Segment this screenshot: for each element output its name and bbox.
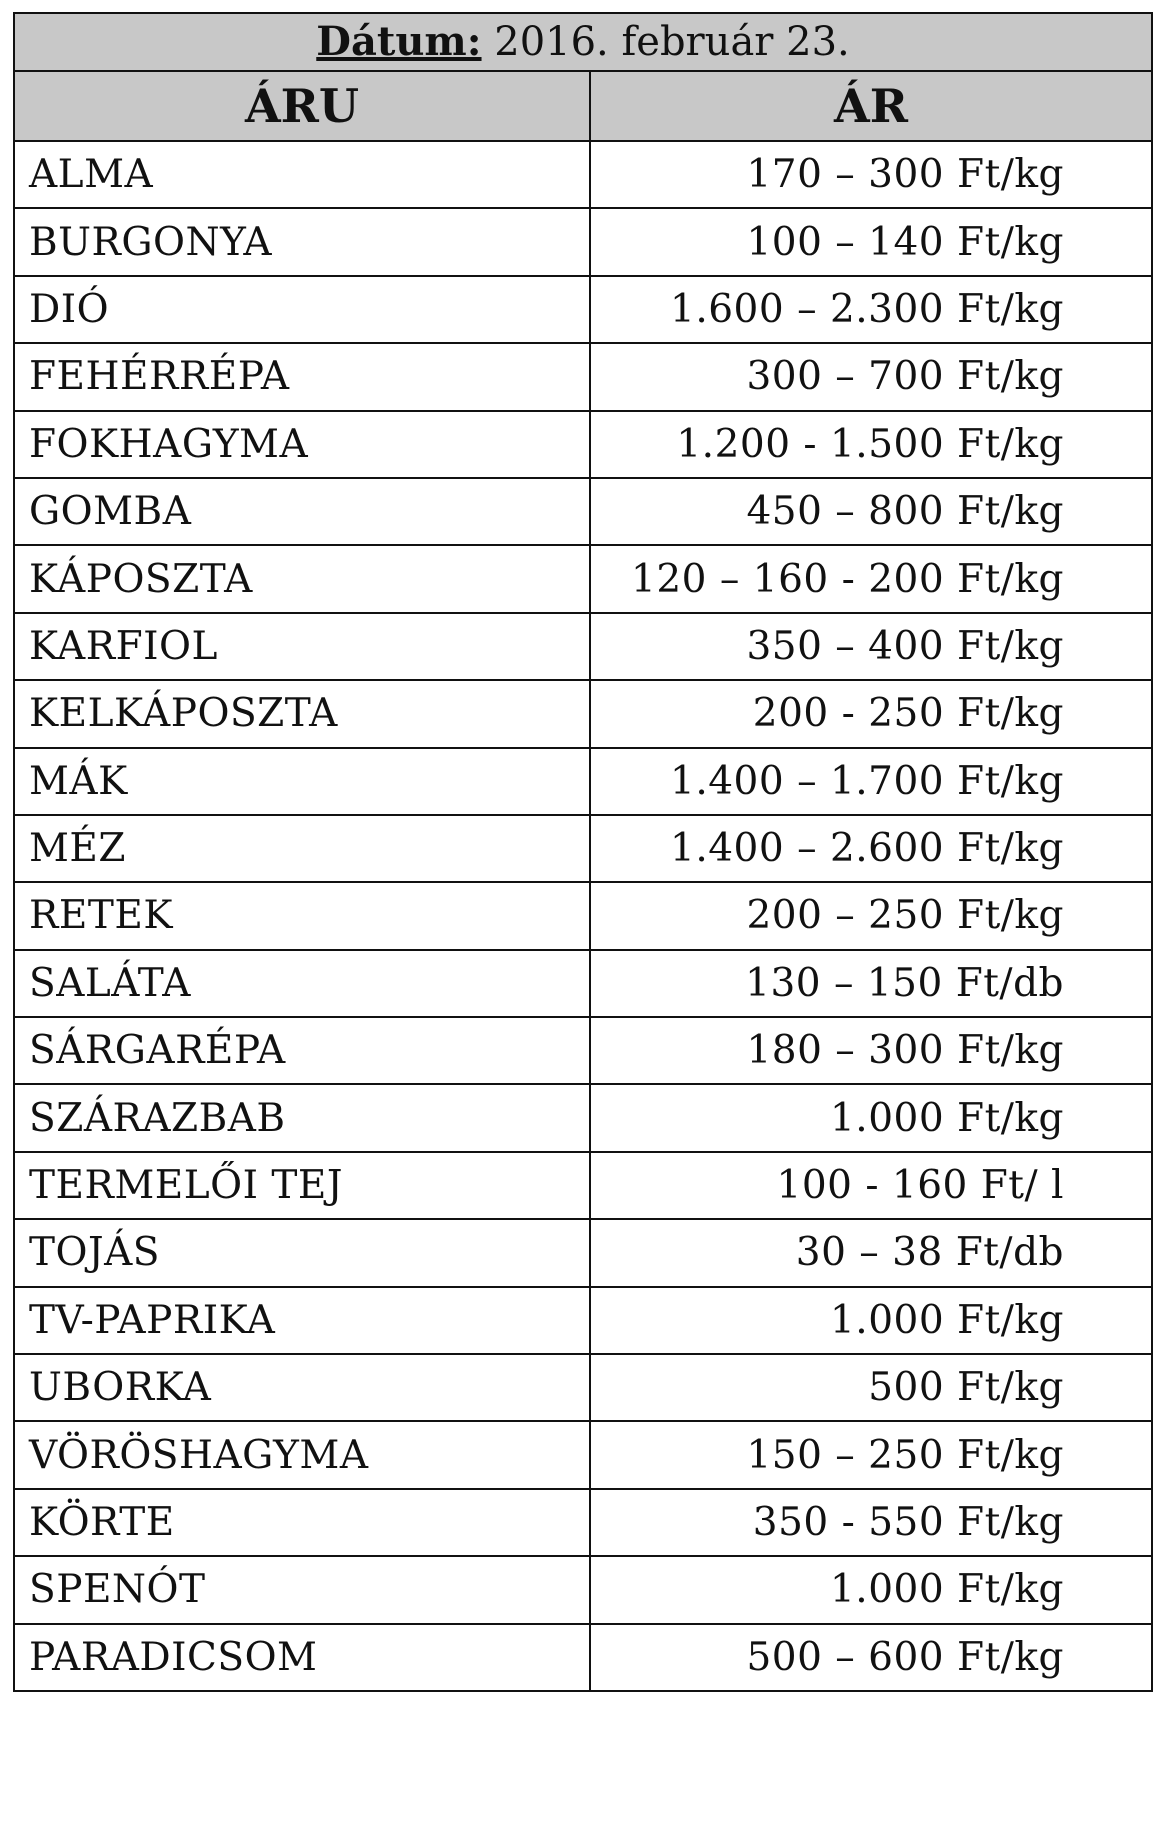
table-row [14,1084,1152,1151]
price-cell: 1.600 – 2.300 Ft/kg [590,276,1152,343]
item-name-cell: DIÓ [14,276,590,343]
item-name-cell: SALÁTA [14,950,590,1017]
table-row [14,141,1152,208]
column-header-row [14,71,1152,141]
table-row [14,411,1152,478]
item-name-cell: SPENÓT [14,1556,590,1623]
item-name-cell: BURGONYA [14,208,590,275]
item-name-cell: KÖRTE [14,1489,590,1556]
price-cell: 1.200 - 1.500 Ft/kg [590,411,1152,478]
item-column-header: ÁRU [14,71,590,141]
price-cell: 500 Ft/kg [590,1354,1152,1421]
item-name-cell: VÖRÖSHAGYMA [14,1421,590,1488]
item-name-cell: MÁK [14,748,590,815]
item-name-cell: FEHÉRRÉPA [14,343,590,410]
table-row [14,1489,1152,1556]
date-value: 2016. február 23. [481,19,850,65]
item-name-cell: TERMELŐI TEJ [14,1152,590,1219]
item-name-cell: MÉZ [14,815,590,882]
table-row [14,882,1152,949]
table-row [14,343,1152,410]
table-row [14,748,1152,815]
price-cell: 350 - 550 Ft/kg [590,1489,1152,1556]
item-name-cell: FOKHAGYMA [14,411,590,478]
price-rows [14,141,1152,1691]
table-row [14,1017,1152,1084]
date-cell [14,13,1152,71]
table-row [14,613,1152,680]
price-cell: 180 – 300 Ft/kg [590,1017,1152,1084]
table-row [14,545,1152,612]
price-cell: 200 – 250 Ft/kg [590,882,1152,949]
table-row [14,1287,1152,1354]
price-cell: 1.000 Ft/kg [590,1084,1152,1151]
item-name-cell: KÁPOSZTA [14,545,590,612]
table-row [14,680,1152,747]
item-name-cell: KARFIOL [14,613,590,680]
price-cell: 120 – 160 - 200 Ft/kg [590,545,1152,612]
item-name-cell: SÁRGARÉPA [14,1017,590,1084]
price-cell: 1.400 – 2.600 Ft/kg [590,815,1152,882]
price-column-header: ÁR [590,71,1152,141]
table-row [14,1624,1152,1691]
price-cell: 350 – 400 Ft/kg [590,613,1152,680]
table-row [14,815,1152,882]
item-name-cell: SZÁRAZBAB [14,1084,590,1151]
price-cell: 1.000 Ft/kg [590,1556,1152,1623]
date-row [14,13,1152,71]
price-cell: 100 – 140 Ft/kg [590,208,1152,275]
price-cell: 30 – 38 Ft/db [590,1219,1152,1286]
item-name-cell: ALMA [14,141,590,208]
table-row [14,478,1152,545]
price-cell: 1.000 Ft/kg [590,1287,1152,1354]
price-table [13,12,1153,1692]
item-name-cell: UBORKA [14,1354,590,1421]
table-row [14,1421,1152,1488]
price-cell: 200 - 250 Ft/kg [590,680,1152,747]
price-cell: 450 – 800 Ft/kg [590,478,1152,545]
item-name-cell: PARADICSOM [14,1624,590,1691]
price-cell: 1.400 – 1.700 Ft/kg [590,748,1152,815]
item-name-cell: KELKÁPOSZTA [14,680,590,747]
table-row [14,1152,1152,1219]
item-name-cell: TOJÁS [14,1219,590,1286]
item-name-cell: GOMBA [14,478,590,545]
date-label: Dátum: [316,18,482,65]
item-name-cell: RETEK [14,882,590,949]
price-cell: 150 – 250 Ft/kg [590,1421,1152,1488]
table-row [14,1556,1152,1623]
item-name-cell: TV-PAPRIKA [14,1287,590,1354]
table-row [14,208,1152,275]
price-cell: 170 – 300 Ft/kg [590,141,1152,208]
price-cell: 130 – 150 Ft/db [590,950,1152,1017]
price-cell: 100 - 160 Ft/ l [590,1152,1152,1219]
price-cell: 300 – 700 Ft/kg [590,343,1152,410]
price-cell: 500 – 600 Ft/kg [590,1624,1152,1691]
table-row [14,1354,1152,1421]
table-row [14,1219,1152,1286]
table-row [14,276,1152,343]
table-row [14,950,1152,1017]
